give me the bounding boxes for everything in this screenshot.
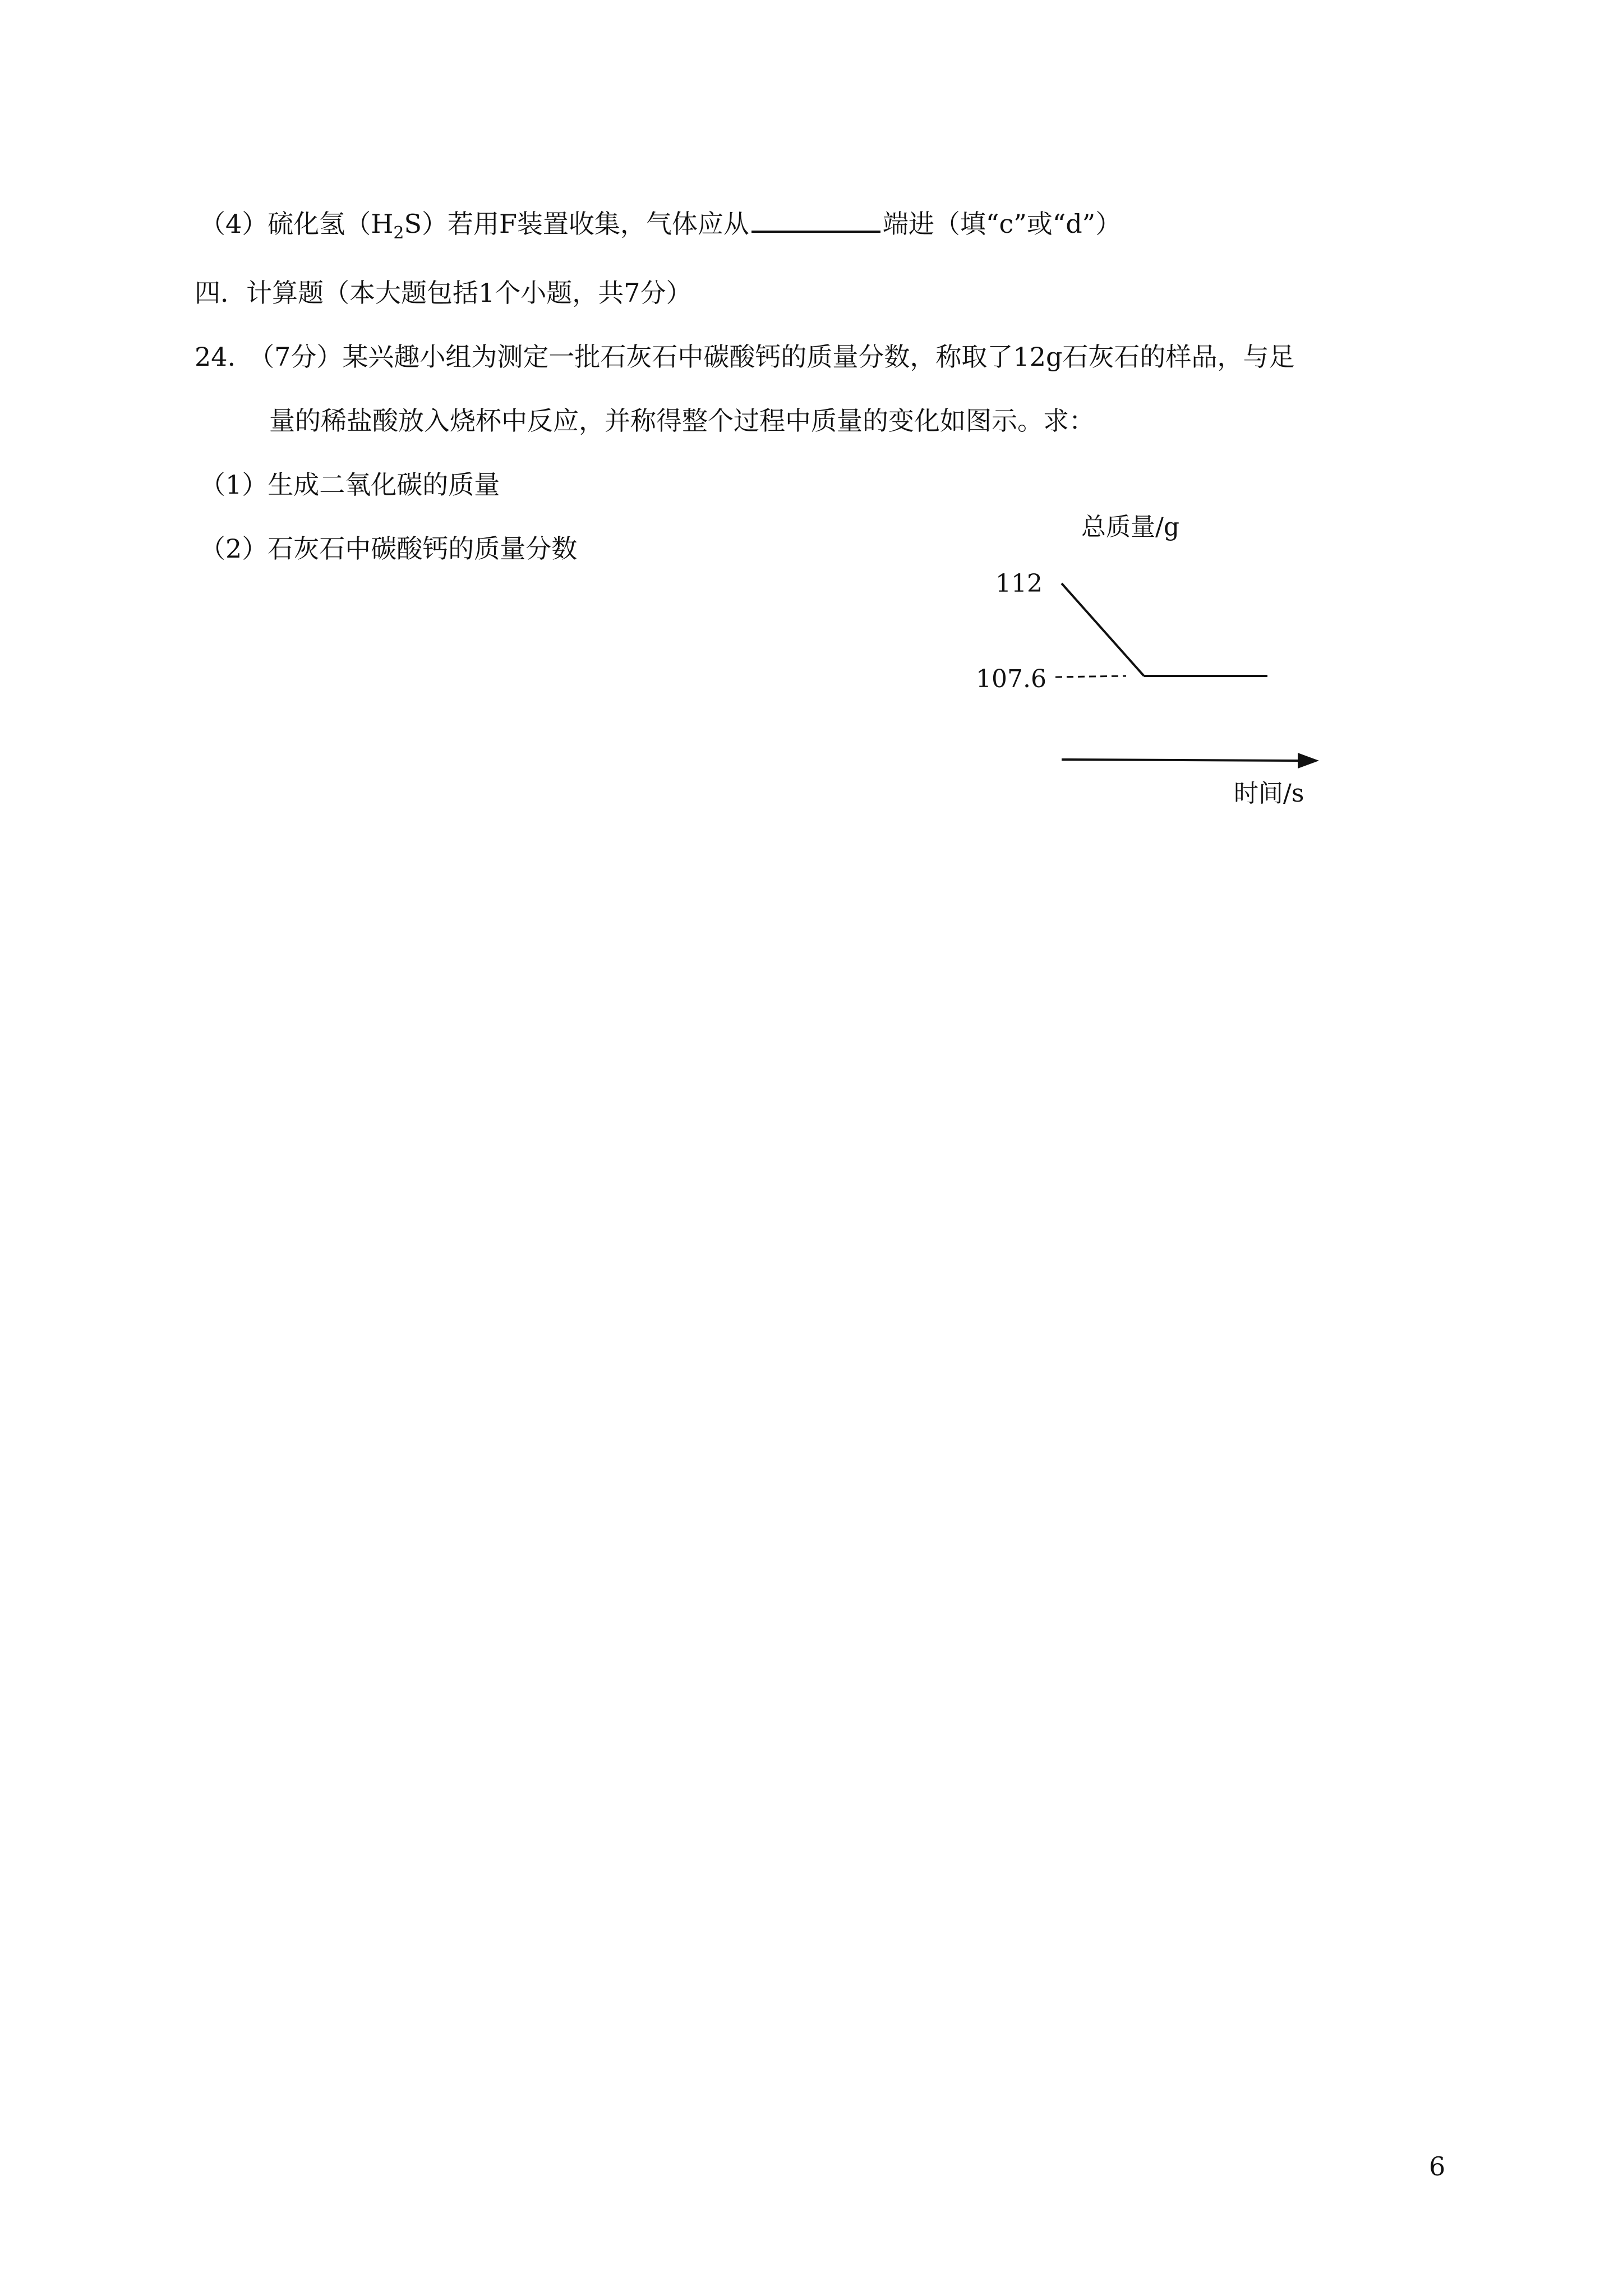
- series-segment-0: [1062, 583, 1144, 676]
- q24-sub2: （2）石灰石中碳酸钙的质量分数: [200, 533, 578, 564]
- arrowhead-icon: [1298, 753, 1319, 769]
- q24-line2: 量的稀盐酸放入烧杯中反应，并称得整个过程中质量的变化如图示。求：: [269, 406, 1095, 436]
- q24-line1: 24. （7分）某兴趣小组为测定一批石灰石中碳酸钙的质量分数，称取了12g石灰石的样品，与足: [195, 342, 1295, 372]
- tick-label-112: 112: [995, 569, 1043, 598]
- q24-sub1: （1）生成二氧化碳的质量: [200, 470, 500, 500]
- x-axis-label: 时间/s: [1234, 779, 1304, 808]
- data-series-group: [1062, 583, 1267, 676]
- subscript-2: 2: [393, 223, 404, 243]
- q23-part4-suffix: 端进（填“c”或“d”）: [882, 209, 1122, 239]
- q23-part4-prefix: （4）硫化氢（H: [200, 209, 394, 239]
- answer-blank[interactable]: [751, 205, 880, 233]
- q23-part4-mid: S）若用F装置收集，气体应从: [404, 209, 749, 239]
- q23-part4-line: [200, 205, 1121, 250]
- section-heading: 四．计算题（本大题包括1个小题，共7分）: [195, 278, 692, 308]
- page-number: 6: [1429, 2151, 1446, 2182]
- x-axis-arrow-line: [1062, 760, 1301, 761]
- tick-label-107-6: 107.6: [976, 665, 1046, 693]
- dashed-guide-line: [1055, 676, 1126, 677]
- y-axis-label: 总质量/g: [1081, 513, 1179, 541]
